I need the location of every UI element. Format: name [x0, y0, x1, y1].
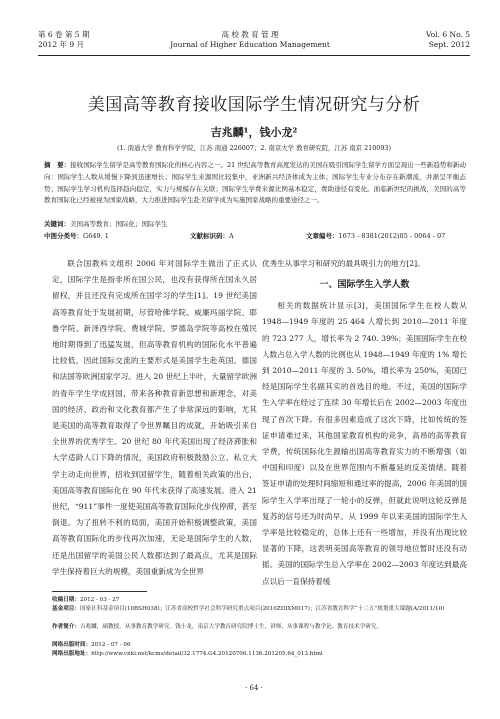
- journal-volume-en: [400, 30, 470, 50]
- journal-name-cn: 高 校 教 育 管 理: [221, 30, 279, 39]
- online-date-value: 2012 - 07 - 06: [91, 642, 131, 648]
- keywords-label: 关键词：: [44, 220, 70, 228]
- body-right-column: [262, 256, 467, 590]
- journal-name-en: Journal of Higher Education Management: [170, 40, 330, 49]
- abstract: [44, 160, 466, 207]
- received-value: 2012 - 03 - 27: [79, 597, 120, 603]
- author-bio-value: 吉兆麟，副教授，从事教育教学研究。钱小龙，南京大学教育研究院博士生，讲师，从事课程与教学论、教育技术学研究。: [79, 624, 383, 630]
- volume-issue: 第 6 卷 第 5 期: [38, 30, 90, 39]
- document-code-value: A: [229, 232, 234, 240]
- abstract-label: 摘 要：: [44, 161, 71, 169]
- abstract-text: 接收国际学生留学是高等教育国际化的核心内容之一。21 世纪高等教育高度发达的美国在吸引国际学生留学方面呈现出一些新趋势和新动向：国际学生人数从缓慢下降到迅速增长；国际学生来源国比较集中，亚洲新兴经济体成为主体；国际学生专业分布存在新潮流，并渐呈平衡态势；国际学生学习机构选择趋向稳定，实力与规模存在关联；国际学生学费来源比例基本稳定，费助途径有变化。面临新世纪的挑战，美国的高等教育国际化已经被视为国家战略，大力推进国际学生赴美留学成为实施国家战略的重要途径之一。: [44, 161, 466, 205]
- document-code-label: 文献标识码：: [190, 232, 229, 240]
- online-url: [52, 650, 472, 659]
- received-date: [52, 596, 472, 605]
- classification-value: G649. 1: [83, 232, 109, 240]
- keywords-text: 美国高等教育；国际化；国际学生: [70, 220, 168, 228]
- document-code: [190, 231, 234, 241]
- classification-label: 中图分类号：: [44, 232, 83, 240]
- intro-paragraph: 联合国教科文组织 2006 年对国际学生做出了正式认定，国际学生是指非所在国公民，也没有获得所在国永久居留权，并且还没有完成所在国学习的学生[1]。19 世纪美国高等教育处于发展初期，尽管哈佛学院、威廉玛丽学院、耶鲁学院、新泽西学院、费城学院、罗德岛学院等高校在殖民地时期得到了迅猛发展，但高等教育机构的国际化水平普遍比较低，因此国际交流的主要形式是美国学生赴英国、德国和法国等欧洲国家学习。进入 20 世纪上半叶，大量留学欧洲的青年学生学成回国，带来各种教育新思想和新理念，对美国的经济、政治和文化教育都产生了非常深远的影响，尤其是美国的高等教育取得了令世界瞩目的成就，开始吸引来自全世界的优秀学生。20 世纪 80 年代美国出现了经济滞胀和大学适龄人口下降的情况，美国政府积极鼓励公立、私立大学主动走向世界，招收到国留学生，随着相关政策的出台，美国高等教育国际化在 90 年代末获得了高速发展。进入 21 世纪，“911”事件一度使美国高等教育国际化步伐停滞，甚至倒退。为了扭转不利的局面，美国开始积极调整政策，美国高等教育国际化的步伐再次加速，无论是国际学生的人数，还是出国留学的美国公民人数都达到了最高点，尤其是国际学生保持着巨大的规模，美国重新成为全世界: [52, 259, 257, 576]
- journal-issue-info: [38, 30, 89, 50]
- article-number-value: 1673 - 8381(2012)05 - 0064 - 07: [338, 232, 446, 240]
- online-url-label: 网络出版地址：: [52, 651, 92, 657]
- page-number: · 64 ·: [245, 684, 263, 692]
- fund-value: 国家社科基金项目(10BSH038)；江苏省高校哲学社会科学研究重点项目(2010ZDIXM017)；江苏省教育科学“十二五”规划重大课题(A/2011/10): [79, 606, 445, 612]
- header-divider: [38, 55, 470, 56]
- fund-label: 基金项目：: [52, 606, 80, 612]
- classification-number: [44, 231, 109, 241]
- publication-date-en: Sept. 2012: [428, 40, 470, 49]
- article-number: [306, 231, 445, 241]
- author-affiliations: (1. 南通大学 教育科学学院，江苏 南通 226007；2. 南京大学 教育研究院，江苏 南京 210093): [117, 144, 391, 152]
- publication-month: 2012 年 9 月: [38, 40, 85, 49]
- article-authors: 吉兆麟¹，钱小龙²: [210, 126, 298, 139]
- received-label: 收稿日期：: [52, 597, 80, 603]
- footnote-divider: [52, 591, 147, 592]
- author-bio-label: 作者简介：: [52, 624, 80, 630]
- fund-info: [52, 605, 472, 614]
- intro-paragraph-continued: 优秀生从事学习和研究的最具吸引力的地方[2]。: [262, 259, 425, 268]
- body-left-column: [52, 256, 257, 580]
- article-title: 美国高等教育接收国际学生情况研究与分析: [87, 95, 421, 115]
- online-url-value: http://www.cnki.net/kcms/detail/32.1774.G4.20120706.1136.201205.64_013.html: [91, 651, 323, 657]
- section-heading: 一、国际学生入学人数: [319, 280, 410, 291]
- volume-number-en: Vol. 6 No. 5: [425, 30, 470, 39]
- keywords: [44, 219, 466, 229]
- section-paragraph: 相关的数据统计显示[3]，美国国际学生在校人数从 1948—1949 年度的 25 464 人增长到 2010—2011 年度的 723 277 人，增长率为 2 740. 39%；美国国际学生在校人数占总入学人数的比例也从 1948—1949 年度的 1% 增长到 2010—2011 年度的 3. 50%，增长率为 250%，美国已经是国际学生名副其实的首选目的地。不过，美国的国际学生入学率在经过了连续 30 年增长后在 2002—2003 年度出现了首次下降。有很多因素造成了这次下降，比如传统的签证申请难过来，其他国家教育机构的竞争，高昂的高等教育学费，传统国际化生源输出国高等教育实力的不断增强（如中国和印度）以及在世界范围内不断蔓延的反美情绪。随着签证申请的处理时间缩短和通过率的提高，2006 年美国的国际学生入学率出现了一轮小的反弹，但就此说明这轮反弹是复苏的信号还为时尚早。从 1999 年以来美国的国际学生入学率是比较稳定的，总体上还有一些增加，并没有出现比较显著的下降，这表明美国高等教育的领导地位暂时还没有动摇。美国的国际学生总入学率在 2002—2003 年度达到最高点以后一直保持着缓: [262, 301, 467, 586]
- journal-name: [150, 30, 350, 50]
- online-date-label: 网络出版时间：: [52, 642, 92, 648]
- author-bio: [52, 623, 472, 632]
- article-number-label: 文章编号：: [306, 232, 339, 240]
- online-date: [52, 641, 472, 650]
